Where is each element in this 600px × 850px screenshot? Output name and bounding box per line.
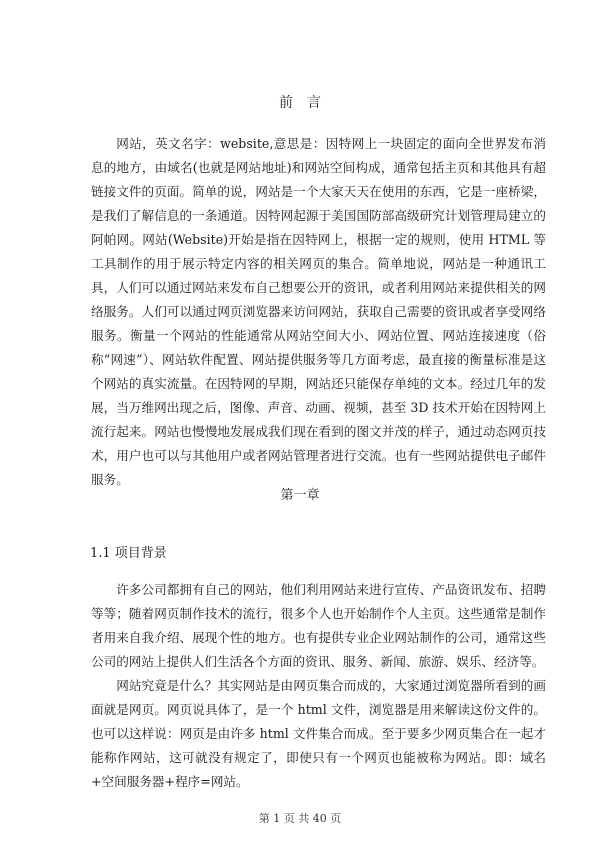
section-body — [91, 578, 546, 794]
section-paragraph: 网站究竟是什么？其实网站是由网页集合而成的，大家通过浏览器所看到的画面就是网页。网页说具体了，是一个 html 文件，浏览器是用来解读这份文件的。也可以这样说：网页是由许多 html 文件集合而成。至于要多少网页集合在一起才能称作网站，这可就没有规定了，即使只有一个网页也能被称为网站。即：域名+空间服务器+程序=网站。 — [91, 678, 546, 789]
chapter-title: 第一章 — [280, 488, 320, 503]
page-footer: 第 1 页 共 40 页 — [258, 812, 342, 825]
section-heading: 1.1 项目背景 — [90, 546, 167, 561]
section-paragraph: 许多公司都拥有自己的网站，他们利用网站来进行宣传、产品资讯发布、招聘等等；随着网页制作技术的流行，很多个人也开始制作个人主页。这些通常是制作者用来自我介绍、展现个性的地方。也有提供专业企业网站制作的公司，通常这些公司的网站上提供人们生活各个方面的资讯、服务、新闻、旅游、娱乐、经济等。 — [91, 582, 546, 669]
preface-title: 前言 — [279, 95, 335, 111]
preface-paragraph: 网站，英文名字：website,意思是：因特网上一块固定的面向全世界发布消息的地方，由域名(也就是网站地址)和网站空间构成，通常包括主页和其他具有超链接文件的页面。简单的说，网站是一个大家天天在使用的东西，它是一座桥梁，是我们了解信息的一条通道。因特网起源于美国国防部高级研究计划管理局建立的阿帕网。网站(Website)开始是指在因特网上，根据一定的规则，使用 HTML 等工具制作的用于展示特定内容的相关网页的集合。简单地说，网站是一种通讯工具，人们可以通过网站来发布自己想要公开的资讯，或者利用网站来提供相关的网络服务。人们可以通过网页浏览器来访问网站，获取自己需要的资讯或者享受网络服务。衡量一个网站的性能通常从网站空间大小、网站位置、网站连接速度（俗称“网速”）、网站软件配置、网站提供服务等几方面考虑，最直接的衡量标准是这个网站的真实流量。在因特网的早期，网站还只能保存单纯的文本。经过几年的发展，当万维网出现之后，图像、声音、动画、视频，甚至 3D 技术开始在因特网上流行起来。网站也慢慢地发展成我们现在看到的图文并茂的样子，通过动态网页技术，用户也可以与其他用户或者网站管理者进行交流。也有一些网站提供电子邮件服务。 — [91, 136, 546, 487]
